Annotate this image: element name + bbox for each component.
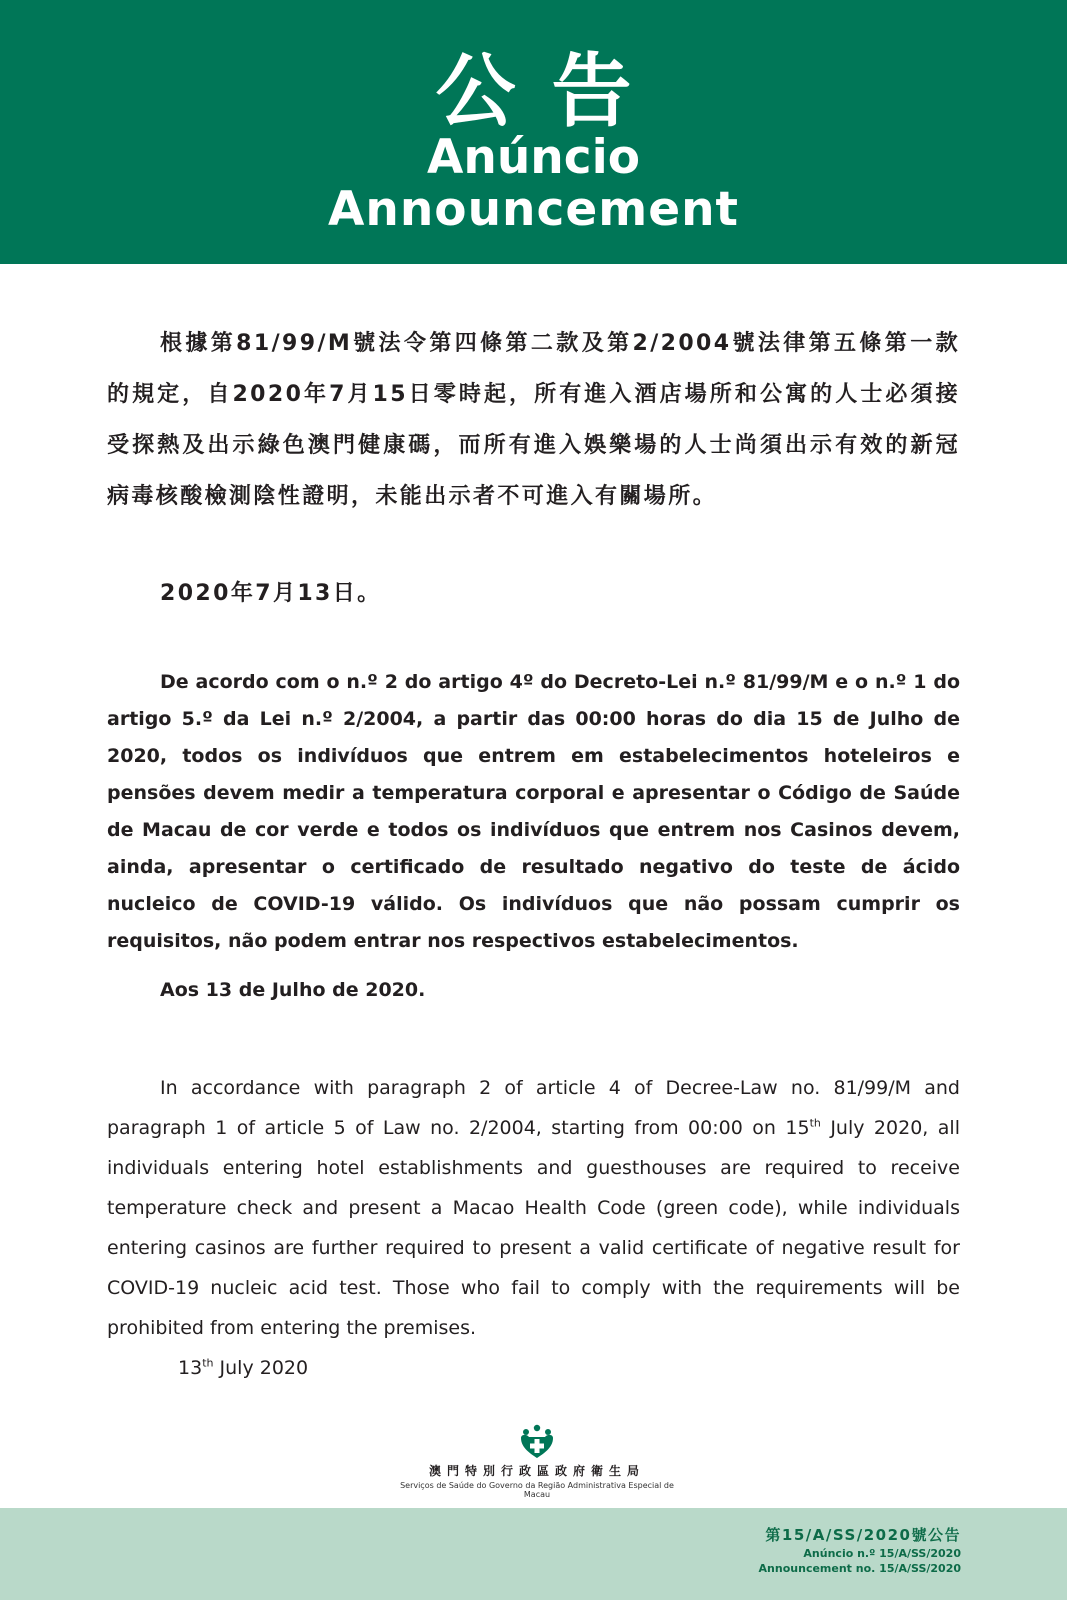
health-bureau-name-portuguese: Serviços de Saúde do Governo da Região Administrativa Especial de Macau <box>400 1481 674 1499</box>
portuguese-date: Aos 13 de Julho de 2020. <box>160 979 426 1001</box>
english-paragraph-part1: In accordance with paragraph 2 of article 4 of Decree-Law no. 81/99/M and paragraph 1 of article 5 of Law no. 2/2004, starting from 00:00 on 15 <box>107 1077 960 1139</box>
chinese-paragraph: 根據第81/99/M號法令第四條第二款及第2/2004號法律第五條第一款的規定，自2020年7月15日零時起，所有進入酒店場所和公寓的人士必須接受探熱及出示綠色澳門健康碼，而所有進入娛樂場的人士尚須出示有效的新冠病毒核酸檢測陰性證明，未能出示者不可進入有關場所。 <box>107 331 960 509</box>
title-portuguese: Anúncio <box>426 130 640 185</box>
portuguese-paragraph: De acordo com o n.º 2 do artigo 4º do Decreto-Lei n.º 81/99/M e o n.º 1 do artigo 5.º da Lei n.º 2/2004, a partir das 00:00 horas do dia 15 de Julho de 2020, todos os indivíduos que entrem em estabelecimentos hoteleiros e pensões devem medir a temperatura corporal e apresentar o Código de Saúde de Macau de cor verde e todos os indivíduos que entrem nos Casinos devem, ainda, apresentar o certificado de resultado negativo do teste de ácido nucleico de COVID-19 válido. Os indivíduos que não possam cumprir os requisitos, não podem entrar nos respectivos estabelecimentos. <box>107 671 960 952</box>
english-date <box>178 1350 308 1387</box>
title-english: Announcement <box>327 182 740 237</box>
english-paragraph-ordinal: th <box>809 1116 821 1130</box>
reference-english: Announcement no. 15/A/SS/2020 <box>758 1562 961 1575</box>
english-paragraph-part2: July 2020, all individuals entering hotel establishments and guesthouses are required to receive temperature check and present a Macao Health Code (green code), while individuals entering casinos are further required to present a valid certificate of negative result for COVID-19 nucleic acid test. Those who fail to comply with the requirements will be prohibited from entering the premises. <box>107 1117 960 1339</box>
reference-portuguese: Anúncio n.º 15/A/SS/2020 <box>803 1547 961 1560</box>
title-chinese: 公告 <box>435 45 668 138</box>
english-date-rest: July 2020 <box>213 1357 309 1379</box>
announcement-reference <box>759 1524 961 1576</box>
english-paragraph <box>107 1068 960 1348</box>
chinese-date: 2020年7月13日。 <box>160 581 382 606</box>
announcement-header <box>0 0 1067 264</box>
health-bureau-logo <box>392 1424 682 1499</box>
english-date-ordinal: th <box>202 1356 214 1370</box>
health-bureau-name-chinese: 澳門特別行政區政府衛生局 <box>428 1464 645 1478</box>
health-bureau-emblem-icon <box>517 1424 557 1460</box>
announcement-footer <box>0 1508 1067 1600</box>
reference-chinese: 第15/A/SS/2020號公告 <box>765 1526 961 1544</box>
english-date-day: 13 <box>178 1357 203 1379</box>
